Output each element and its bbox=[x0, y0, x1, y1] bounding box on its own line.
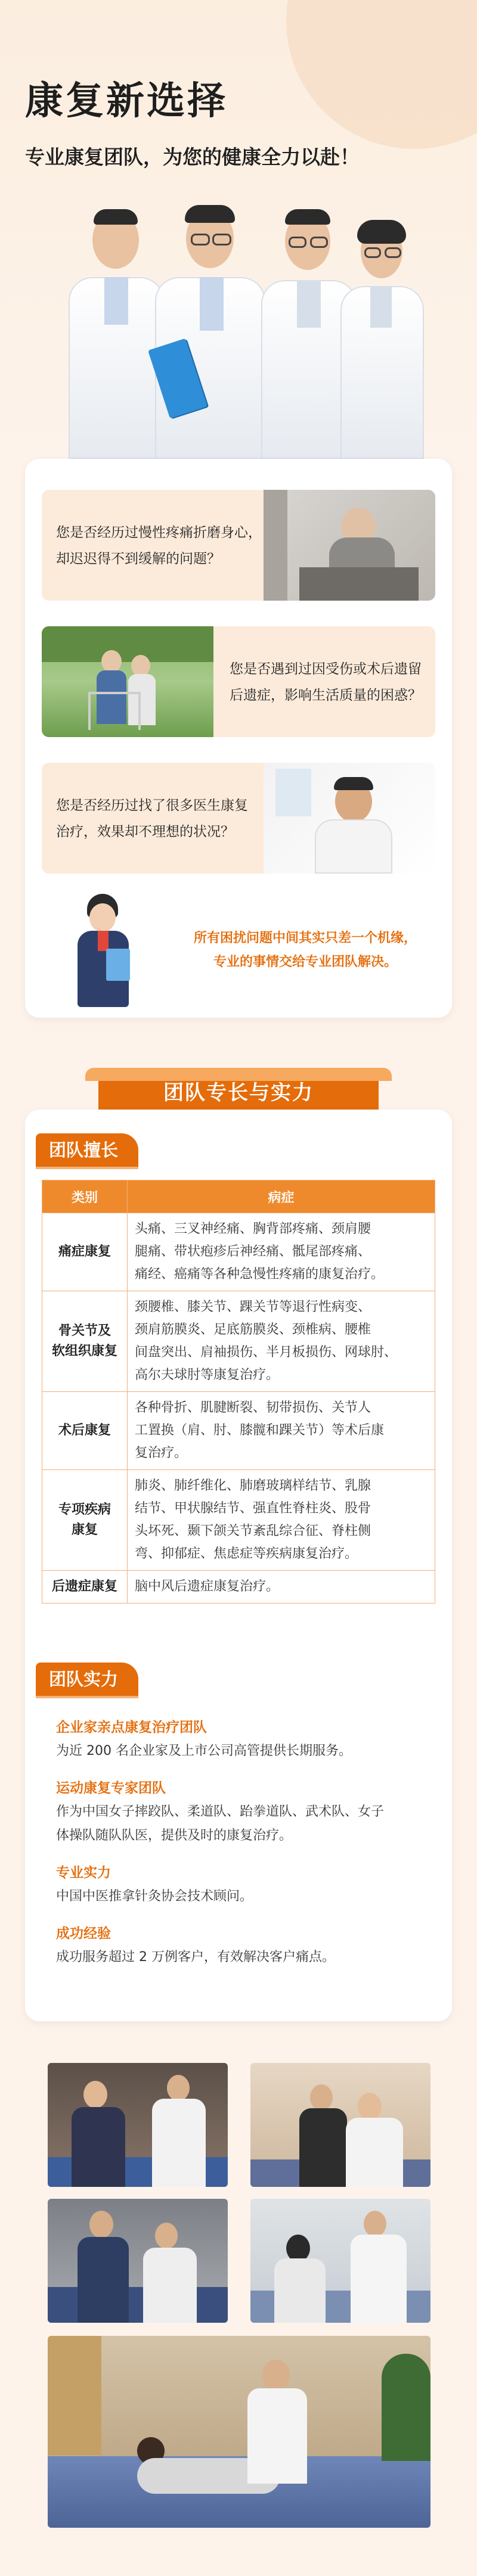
strength-tag: 团队实力 bbox=[36, 1663, 138, 1696]
strength-item bbox=[56, 1862, 438, 1909]
treatment-photo bbox=[250, 2063, 430, 2187]
expertise-table bbox=[42, 1180, 435, 1604]
problems-card bbox=[25, 459, 452, 1018]
category-cell bbox=[42, 1470, 128, 1571]
strength-desc: 为近 200 名企业家及上市公司高管提供长期服务。 bbox=[56, 1744, 352, 1758]
condition-line: 各种骨折、肌腱断裂、韧带损伤、关节人 bbox=[135, 1400, 371, 1415]
hero-section bbox=[0, 0, 477, 459]
strength-heading: 运动康复专家团队 bbox=[56, 1780, 166, 1796]
problem-item bbox=[42, 490, 435, 601]
team-card bbox=[25, 1110, 452, 2021]
treatment-photo bbox=[48, 2336, 430, 2528]
customer-service-illustration bbox=[67, 894, 138, 1007]
walker-rehab-photo bbox=[42, 626, 213, 737]
category-line: 专项疾病 bbox=[58, 1502, 111, 1517]
category-cell: 痛症康复 bbox=[42, 1213, 128, 1291]
table-header-row bbox=[42, 1180, 435, 1213]
condition-cell bbox=[128, 1470, 435, 1571]
table-row bbox=[42, 1291, 435, 1392]
callout-line: 所有困扰问题中间其实只差一个机缘， bbox=[193, 931, 417, 946]
page-subtitle: 专业康复团队，为您的健康全力以赴！ bbox=[25, 145, 360, 169]
condition-cell bbox=[128, 1571, 435, 1604]
category-line: 康复 bbox=[71, 1522, 98, 1537]
problems-callout bbox=[165, 927, 445, 974]
headache-man-photo bbox=[264, 763, 435, 874]
strength-heading: 专业实力 bbox=[56, 1865, 111, 1881]
strength-desc: 作为中国女子摔跤队、柔道队、跆拳道队、武术队、女子 bbox=[56, 1804, 385, 1819]
table-row bbox=[42, 1392, 435, 1470]
treatment-photo bbox=[250, 2199, 430, 2323]
strength-desc: 体操队随队队医，提供及时的康复治疗。 bbox=[56, 1828, 293, 1843]
problem-text-line: 却迟迟得不到缓解的问题？ bbox=[56, 551, 221, 567]
category-cell: 后遗症康复 bbox=[42, 1571, 128, 1604]
condition-line: 高尔夫球肘等康复治疗。 bbox=[135, 1368, 280, 1382]
table-row bbox=[42, 1213, 435, 1291]
expertise-tag: 团队擅长 bbox=[36, 1133, 138, 1167]
callout-line: 专业的事情交给专业团队解决。 bbox=[213, 955, 397, 970]
category-cell: 术后康复 bbox=[42, 1392, 128, 1470]
category-line: 骨关节及 bbox=[58, 1323, 111, 1338]
strength-item bbox=[56, 1777, 438, 1848]
problem-text-line: 治疗，效果却不理想的状况？ bbox=[56, 824, 234, 840]
condition-line: 间盘突出、肩袖损伤、半月板损伤、网球肘、 bbox=[135, 1345, 398, 1360]
problem-text-line: 您是否经历过慢性疼痛折磨身心， bbox=[56, 525, 262, 540]
page-title: 康复新选择 bbox=[25, 79, 228, 123]
condition-cell bbox=[128, 1213, 435, 1291]
problem-text-line: 后遗症，影响生活质量的困惑？ bbox=[230, 688, 422, 703]
strength-desc: 成功服务超过 2 万例客户，有效解决客户痛点。 bbox=[56, 1950, 335, 1965]
condition-line: 颈腰椎、膝关节、踝关节等退行性病变、 bbox=[135, 1300, 371, 1315]
condition-line: 工置换（肩、肘、膝髋和踝关节）等术后康 bbox=[135, 1423, 385, 1438]
category-line: 软组织康复 bbox=[51, 1344, 117, 1359]
strength-desc: 中国中医推拿针灸协会技术顾问。 bbox=[56, 1889, 253, 1904]
problem-text-line: 您是否经历过找了很多医生康复 bbox=[56, 798, 248, 813]
strength-item bbox=[56, 1922, 438, 1969]
elderly-pain-photo bbox=[264, 490, 435, 601]
condition-line: 腿痛、带状疱疹后神经痛、骶尾部疼痛、 bbox=[135, 1244, 371, 1259]
condition-line: 弯、抑郁症、焦虑症等疾病康复治疗。 bbox=[135, 1546, 358, 1561]
section-title: 团队专长与实力 bbox=[163, 1081, 314, 1105]
treatment-photo bbox=[48, 2199, 228, 2323]
condition-line: 颈肩筋膜炎、足底筋膜炎、颈椎病、腰椎 bbox=[135, 1322, 371, 1337]
condition-line: 脑中风后遗症康复治疗。 bbox=[135, 1579, 280, 1594]
condition-line: 肺炎、肺纤维化、肺磨玻璃样结节、乳腺 bbox=[135, 1478, 371, 1493]
condition-line: 痛经、癌痛等各种急慢性疼痛的康复治疗。 bbox=[135, 1267, 385, 1282]
condition-cell bbox=[128, 1392, 435, 1470]
problem-item bbox=[42, 626, 435, 737]
section-banner bbox=[98, 1068, 379, 1111]
strength-heading: 成功经验 bbox=[56, 1926, 111, 1941]
problem-text-line: 您是否遇到过因受伤或术后遗留 bbox=[230, 661, 422, 677]
decorative-circle bbox=[286, 0, 477, 149]
strength-heading: 企业家亲点康复治疗团队 bbox=[56, 1720, 207, 1735]
table-row bbox=[42, 1470, 435, 1571]
problem-item bbox=[42, 763, 435, 874]
table-header: 病症 bbox=[128, 1180, 435, 1213]
condition-line: 头坏死、颞下颌关节紊乱综合征、脊柱侧 bbox=[135, 1524, 371, 1539]
condition-line: 复治疗。 bbox=[135, 1446, 188, 1461]
strength-item bbox=[56, 1716, 438, 1763]
condition-line: 结节、甲状腺结节、强直性脊柱炎、股骨 bbox=[135, 1501, 371, 1516]
table-header: 类别 bbox=[42, 1180, 128, 1213]
condition-line: 头痛、三叉神经痛、胸背部疼痛、颈肩腰 bbox=[135, 1222, 371, 1236]
treatment-photo bbox=[48, 2063, 228, 2187]
condition-cell bbox=[128, 1291, 435, 1392]
category-cell bbox=[42, 1291, 128, 1392]
table-row bbox=[42, 1571, 435, 1604]
